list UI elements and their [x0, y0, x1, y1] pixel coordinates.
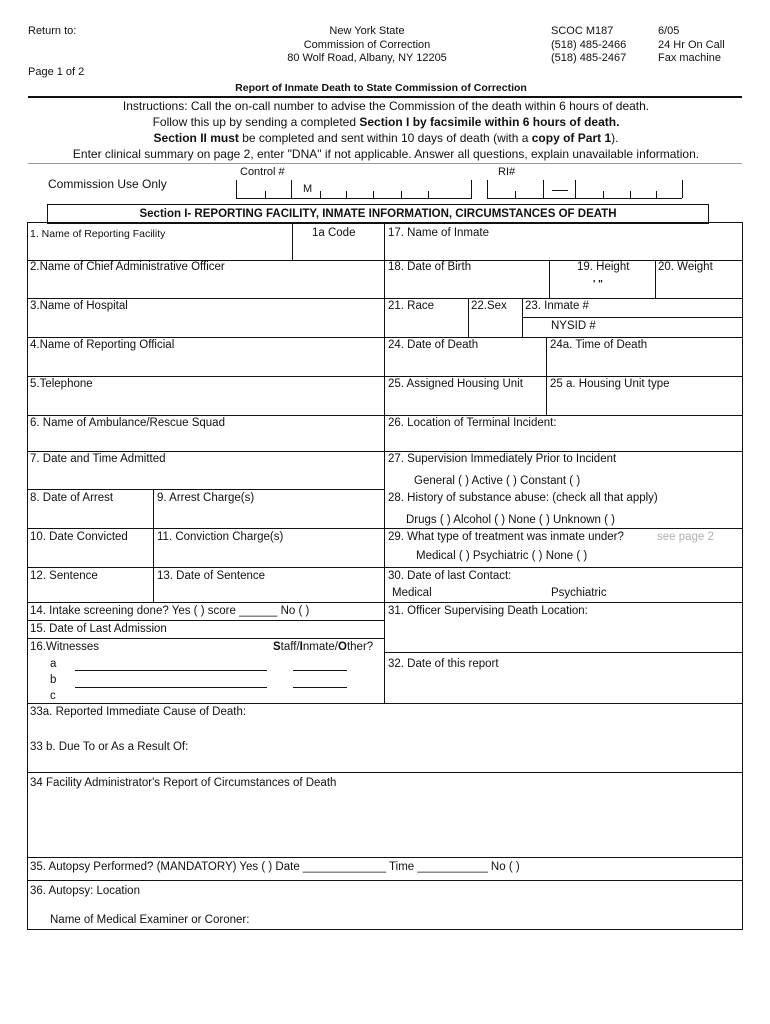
title-rule — [28, 96, 742, 98]
height-units: ' " — [593, 279, 603, 290]
field-14-intake-screening[interactable]: 14. Intake screening done? Yes ( ) score ______ No ( ) — [30, 605, 310, 617]
treatment-options[interactable]: Medical ( ) Psychiatric ( ) None ( ) — [416, 550, 588, 562]
control-number-prefix: M — [303, 183, 313, 195]
field-6-ambulance[interactable]: 6. Name of Ambulance/Rescue Squad — [30, 417, 225, 429]
field-24-date-of-death[interactable]: 24. Date of Death — [388, 339, 479, 351]
section-1-title: Section I- REPORTING FACILITY, INMATE INFORMATION, CIRCUMSTANCES OF DEATH — [139, 208, 617, 220]
fax-label: Fax machine — [658, 52, 721, 64]
field-8-date-arrest[interactable]: 8. Date of Arrest — [30, 492, 114, 504]
control-number-label: Control # — [240, 166, 285, 178]
fax-phone: (518) 485-2467 — [551, 52, 627, 64]
instructions-line-2: Follow this up by sending a completed Section I by facsimile within 6 hours of death. — [152, 115, 620, 129]
agency-address: 80 Wolf Road, Albany, NY 12205 — [287, 52, 447, 64]
form-id: SCOC M187 — [551, 25, 614, 37]
instructions-rule — [28, 163, 742, 164]
commission-use-label: Commission Use Only — [48, 177, 167, 191]
substance-abuse-options[interactable]: Drugs ( ) Alcohol ( ) None ( ) Unknown ( ) — [406, 514, 615, 526]
witness-a-label: a — [50, 658, 57, 670]
field-35-autopsy-performed[interactable]: 35. Autopsy Performed? (MANDATORY) Yes ( ) Date _____________ Time ___________ No ( ) — [30, 861, 520, 873]
field-25a-housing-unit-type[interactable]: 25 a. Housing Unit type — [550, 378, 670, 390]
field-4-reporting-official[interactable]: 4.Name of Reporting Official — [30, 339, 175, 351]
see-page-2-note: see page 2 — [657, 531, 714, 543]
instructions-line-3: Section II must be completed and sent within 10 days of death (with a copy of Part 1). — [153, 131, 619, 145]
control-number-field[interactable] — [236, 180, 472, 199]
agency-name: New York State — [329, 25, 405, 37]
field-19-height[interactable]: 19. Height — [577, 261, 630, 273]
field-12-sentence[interactable]: 12. Sentence — [30, 570, 98, 582]
ri-number-label: RI# — [498, 166, 516, 178]
field-1-reporting-facility[interactable]: 1. Name of Reporting Facility — [30, 228, 166, 240]
field-31-supervising-officer[interactable]: 31. Officer Supervising Death Location: — [388, 605, 588, 617]
witness-a-name-line[interactable] — [75, 670, 267, 671]
witness-b-type-line[interactable] — [293, 687, 347, 688]
field-20-weight[interactable]: 20. Weight — [658, 261, 713, 273]
witness-a-type-line[interactable] — [293, 670, 347, 671]
field-23-inmate-number[interactable]: 23. Inmate # — [525, 300, 589, 312]
form-grid — [27, 222, 743, 930]
field-16-witness-type-header: Staff/Inmate/Other? — [273, 641, 374, 653]
last-contact-medical[interactable]: Medical — [392, 587, 432, 599]
field-21-race[interactable]: 21. Race — [388, 300, 435, 312]
field-3-hospital[interactable]: 3.Name of Hospital — [30, 300, 128, 312]
field-36-autopsy-location[interactable]: 36. Autopsy: Location — [30, 885, 140, 897]
medical-examiner-name[interactable]: Name of Medical Examiner or Coroner: — [50, 914, 250, 926]
witness-c-label: c — [50, 690, 56, 702]
witness-b-label: b — [50, 674, 57, 686]
on-call-label: 24 Hr On Call — [658, 39, 725, 51]
return-to-label: Return to: — [28, 25, 77, 37]
field-27-supervision: 27. Supervision Immediately Prior to Incident — [388, 453, 617, 465]
nysid-number[interactable]: NYSID # — [551, 320, 596, 332]
agency-division: Commission of Correction — [303, 39, 431, 51]
supervision-options[interactable]: General ( ) Active ( ) Constant ( ) — [414, 475, 581, 487]
field-26-terminal-incident-location[interactable]: 26. Location of Terminal Incident: — [388, 417, 557, 429]
instructions-line-4: Enter clinical summary on page 2, enter "DNA" if not applicable. Answer all questions, explain unavailable information. — [72, 147, 700, 161]
field-18-date-of-birth[interactable]: 18. Date of Birth — [388, 261, 472, 273]
field-10-date-convicted[interactable]: 10. Date Convicted — [30, 531, 128, 543]
field-17-inmate-name[interactable]: 17. Name of Inmate — [388, 227, 489, 239]
ri-number-field[interactable] — [487, 180, 683, 199]
field-7-date-admitted[interactable]: 7. Date and Time Admitted — [30, 453, 166, 465]
field-9-arrest-charges[interactable]: 9. Arrest Charge(s) — [157, 492, 255, 504]
witness-b-name-line[interactable] — [75, 687, 267, 688]
form-title: Report of Inmate Death to State Commission of Correction — [235, 82, 527, 94]
revision-date: 6/05 — [658, 25, 680, 37]
field-16-witnesses: 16.Witnesses — [30, 641, 100, 653]
on-call-phone: (518) 485-2466 — [551, 39, 627, 51]
field-15-last-admission[interactable]: 15. Date of Last Admission — [30, 623, 167, 635]
field-33b-due-to[interactable]: 33 b. Due To or As a Result Of: — [30, 741, 189, 753]
field-13-date-sentence[interactable]: 13. Date of Sentence — [157, 570, 266, 582]
field-1a-code[interactable]: 1a Code — [312, 227, 356, 239]
field-30-last-contact: 30. Date of last Contact: — [388, 570, 512, 582]
page-number: Page 1 of 2 — [28, 66, 85, 78]
field-28-substance-abuse: 28. History of substance abuse: (check all that apply) — [388, 492, 658, 504]
field-22-sex[interactable]: 22.Sex — [471, 300, 507, 312]
field-11-conviction-charges[interactable]: 11. Conviction Charge(s) — [157, 531, 284, 543]
field-5-telephone[interactable]: 5.Telephone — [30, 378, 93, 390]
last-contact-psychiatric[interactable]: Psychiatric — [551, 587, 607, 599]
field-25-housing-unit[interactable]: 25. Assigned Housing Unit — [388, 378, 523, 390]
instructions-line-1: Instructions: Call the on-call number to advise the Commission of the death within 6 hours of death. — [122, 99, 650, 113]
field-24a-time-of-death[interactable]: 24a. Time of Death — [550, 339, 648, 351]
field-34-circumstances[interactable]: 34 Facility Administrator's Report of Circumstances of Death — [30, 777, 337, 789]
field-33a-immediate-cause[interactable]: 33a. Reported Immediate Cause of Death: — [30, 706, 247, 718]
field-2-chief-officer[interactable]: 2.Name of Chief Administrative Officer — [30, 261, 225, 273]
field-29-treatment: 29. What type of treatment was inmate under? — [388, 531, 624, 543]
field-32-report-date[interactable]: 32. Date of this report — [388, 658, 499, 670]
